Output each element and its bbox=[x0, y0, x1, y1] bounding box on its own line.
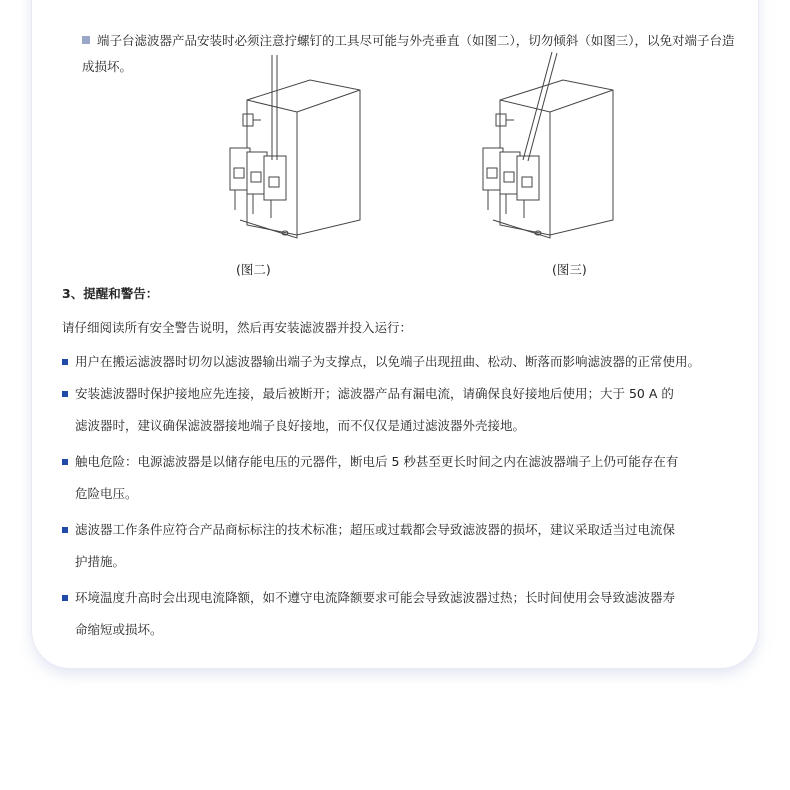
warning-line: 护措施。 bbox=[75, 554, 126, 569]
warning-item bbox=[62, 346, 712, 378]
lead-text: 请仔细阅读所有安全警告说明，然后再安装滤波器并投入运行： bbox=[62, 320, 413, 335]
warning-line: 触电危险：电源滤波器是以储存能电压的元器件，断电后 5 秒甚至更长时间之内在滤波器端子上仍可能存在有 bbox=[75, 454, 679, 469]
figure-3-caption: (图三) bbox=[552, 262, 587, 277]
figure-2-caption: (图二) bbox=[236, 262, 271, 277]
figure-vertical-tool bbox=[225, 50, 365, 240]
intro-text: 端子台滤波器产品安装时必须注意拧螺钉的工具尽可能与外壳垂直（如图二），切勿倾斜（如图三），以免对端子台造成损坏。 bbox=[82, 33, 735, 74]
bullet-square-icon bbox=[62, 359, 68, 365]
warning-line: 用户在搬运滤波器时切勿以滤波器输出端子为支撑点，以免端子出现扭曲、松动、断落而影响滤波器的正常使用。 bbox=[75, 354, 701, 369]
bullet-square-icon bbox=[62, 459, 68, 465]
section-title: 3、提醒和警告： bbox=[62, 286, 159, 301]
warning-line: 环境温度升高时会出现电流降额，如不遵守电流降额要求可能会导致滤波器过热；长时间使用会导致滤波器寿 bbox=[75, 590, 676, 605]
warning-line: 命缩短或损坏。 bbox=[75, 622, 163, 637]
warning-line: 滤波器工作条件应符合产品商标标注的技术标准；超压或过载都会导致滤波器的损坏，建议采取适当过电流保 bbox=[75, 522, 676, 537]
warning-line: 危险电压。 bbox=[75, 486, 138, 501]
install-instruction bbox=[82, 28, 742, 80]
bullet-square-icon bbox=[62, 527, 68, 533]
warning-item bbox=[62, 446, 712, 510]
warning-item bbox=[62, 378, 712, 442]
warning-item bbox=[62, 582, 712, 646]
warning-line: 滤波器时，建议确保滤波器接地端子良好接地，而不仅仅是通过滤波器外壳接地。 bbox=[75, 418, 526, 433]
warning-list bbox=[62, 346, 712, 650]
bullet-icon bbox=[82, 36, 90, 44]
warning-line: 安装滤波器时保护接地应先连接，最后被断开；滤波器产品有漏电流，请确保良好接地后使用；大于 50 A 的 bbox=[75, 386, 674, 401]
warning-item bbox=[62, 514, 712, 578]
bullet-square-icon bbox=[62, 595, 68, 601]
bullet-square-icon bbox=[62, 391, 68, 397]
figure-tilted-tool bbox=[478, 50, 618, 240]
